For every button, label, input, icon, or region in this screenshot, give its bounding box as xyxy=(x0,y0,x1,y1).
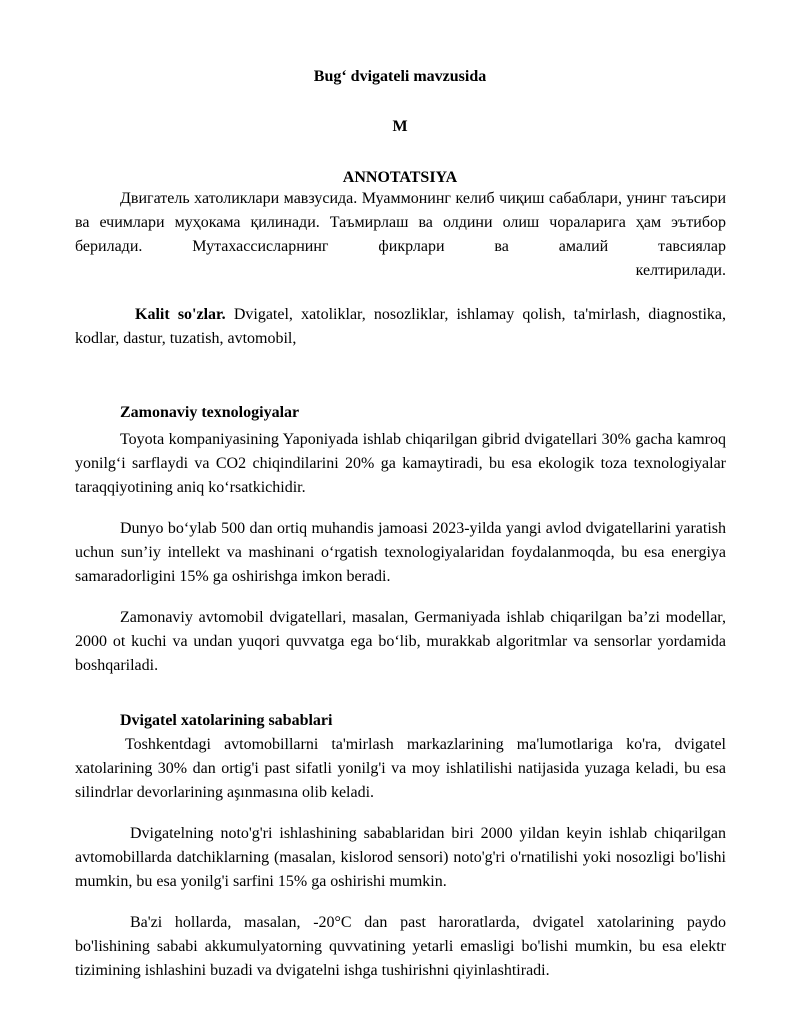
section1-paragraph-2: Dunyo bo‘ylab 500 dan ortiq muhandis jamoasi 2023-yilda yangi avlod dvigatellarini yaratish uchun sun’iy intellekt va mashinani o‘rgatish texnologiyalaridan foydalanmoqda, bu esa energiya samaradorligini 15% ga oshirishga imkon beradi. xyxy=(75,520,726,585)
section1-paragraph-1: Toyota kompaniyasining Yaponiyada ishlab chiqarilgan gibrid dvigatellari 30% gacha kamroq yonilg‘i sarflaydi va CO2 chiqindilarini 20% ga kamaytiradi, bu esa ekologik toza texnologiyalar taraqqiyotining aniq ko‘rsatkichidir. xyxy=(75,431,726,496)
section-heading-engine-errors: Dvigatel xatolarining sabablari xyxy=(120,712,333,729)
keywords-text: Dvigatel, xatoliklar, nosozliklar, ishlamay qolish, ta'mirlash, diagnostika, kodlar, dastur, tuzatish, avtomobil, xyxy=(75,306,726,347)
keywords-label: Kalit so'zlar. xyxy=(135,306,226,323)
section2-paragraph-3: Ba'zi hollarda, masalan, -20°C dan past haroratlarda, dvigatel xatolarining paydo bo'lishining sababi akkumulyatorning quvvatining yetarli emasligi bo'lishi mumkin, bu esa elektr tizimining ishlashini buzadi va dvigatelni ishga tushirishni qiyinlashtiradi. xyxy=(75,914,726,979)
section2-paragraph-1: Toshkentdagi avtomobillarni ta'mirlash markazlarining ma'lumotlariga ko'ra, dvigatel xatolarining 30% dan ortig'i past sifatli yonilg'i va moy ishlatilishi natijasida yuzaga keladi, bu esa silindrlar devorlarining aşınmasına olib keladi. xyxy=(75,736,726,801)
annotation-heading: ANNOTATSIYA xyxy=(342,169,458,186)
section-heading-modern-tech: Zamonaviy texnologiyalar xyxy=(120,404,300,421)
annotation-paragraph xyxy=(75,187,726,259)
section1-paragraph-3: Zamonaviy avtomobil dvigatellari, masalan, Germaniyada ishlab chiqarilgan ba’zi modellar, 2000 ot kuchi va undan yuqori quvvatga ega bo‘lib, murakkab algoritmlar va sensorlar yordamida boshqariladi. xyxy=(75,609,726,674)
keywords-paragraph xyxy=(75,303,726,351)
author-initial: M xyxy=(392,118,408,135)
annotation-text xyxy=(75,187,726,283)
document-title: Bug‘ dvigateli mavzusida xyxy=(313,68,487,85)
section2-paragraph-2: Dvigatelning noto'g'ri ishlashining sabablaridan biri 2000 yildan keyin ishlab chiqarilgan avtomobillarda datchiklarning (masalan, kislorod sensori) noto'g'ri o'rnatilishi yoki nosozligi bo'lishi mumkin, bu esa yonilg'i sarfini 15% ga oshirishi mumkin. xyxy=(75,825,726,890)
annotation-tail: келтирилади. xyxy=(635,262,726,279)
annotation-main-text: Двигатель хатоликлари мавзусида. Муаммонинг келиб чиқиш сабаблари, унинг таъсири ва ечимлари муҳокама қилинади. Таъмирлаш ва олдини олиш чораларига ҳам эътибор берилади. Мутахассисларнинг фикрлари ва амалий тавсиялар xyxy=(75,190,726,255)
